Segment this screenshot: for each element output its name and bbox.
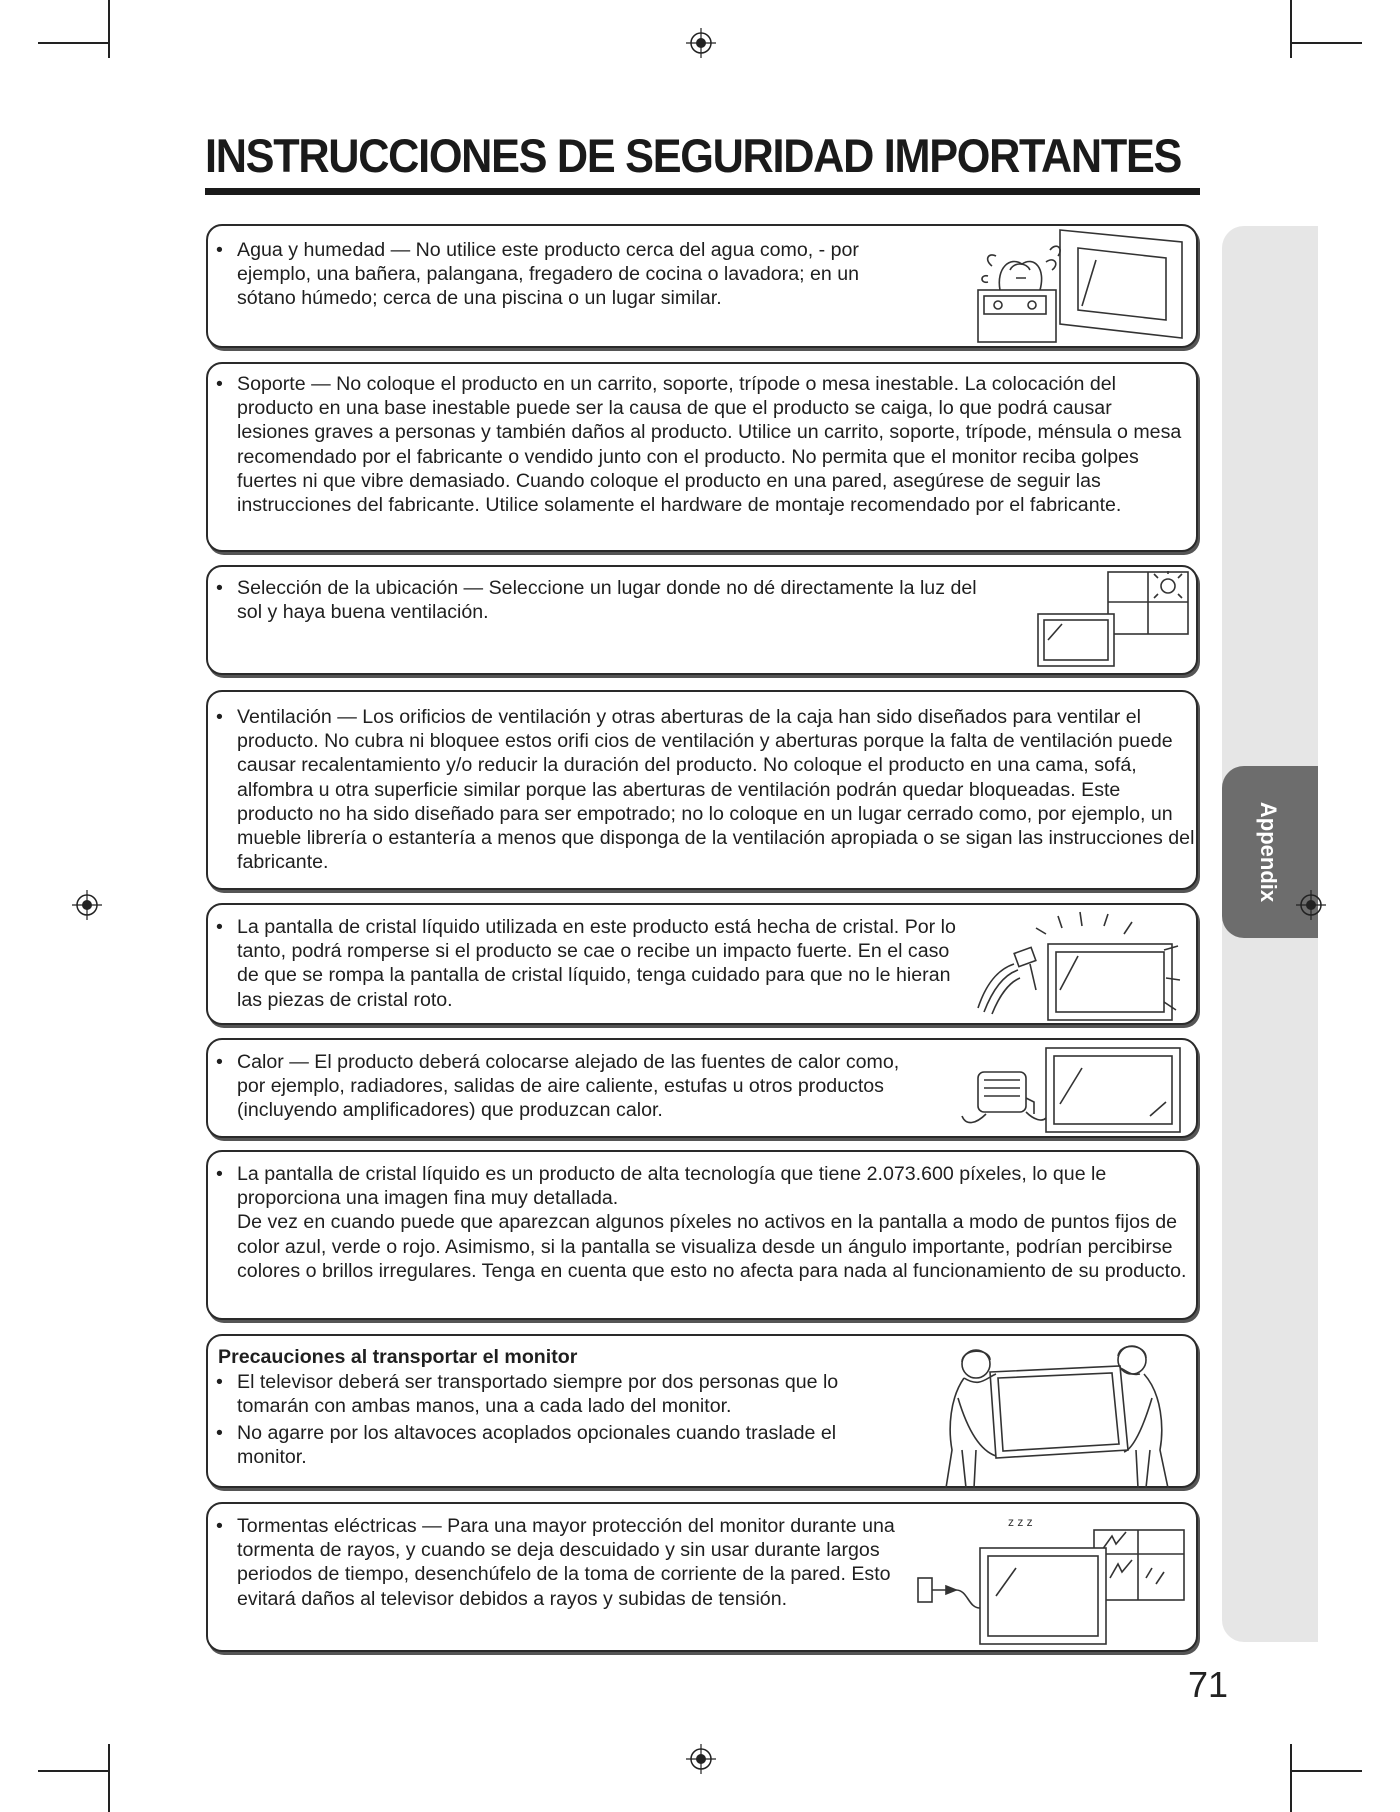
storm-unplug-illustration xyxy=(910,1508,1190,1648)
bullet-dot: • xyxy=(216,1515,223,1537)
crop-mark xyxy=(108,1744,110,1812)
crop-mark xyxy=(38,1770,110,1772)
crop-mark xyxy=(108,0,110,58)
bullet-ventilation xyxy=(216,705,1195,874)
heater-illustration xyxy=(956,1044,1190,1136)
bullet-dot: • xyxy=(216,1422,223,1444)
page-number: 71 xyxy=(1188,1664,1229,1705)
location-text: Selección de la ubicación — Seleccione un lugar donde no dé directamente la luz del sol y haya buena ventilación. xyxy=(237,577,977,624)
pixels-text-1: La pantalla de cristal líquido es un producto de alta tecnología que tiene 2.073.600 píxeles, lo que le proporciona una imagen fina muy detallada. xyxy=(237,1163,1107,1210)
bullet-dot: • xyxy=(216,577,223,599)
water-hazard-illustration xyxy=(970,228,1190,346)
bullet-pixels xyxy=(216,1162,1187,1283)
crop-mark xyxy=(1290,1770,1362,1772)
location-illustration xyxy=(1036,570,1190,670)
registration-mark-icon xyxy=(72,890,102,920)
two-people-carrying-illustration xyxy=(940,1338,1180,1488)
bullet-heat xyxy=(216,1050,917,1123)
bullet-dot: • xyxy=(216,1371,223,1393)
registration-mark-icon xyxy=(686,1744,716,1774)
bullet-dot: • xyxy=(216,706,223,728)
crop-mark xyxy=(38,42,110,44)
stand-text: Soporte — No coloque el producto en un carrito, soporte, trípode o mesa inestable. La colocación del producto en una base inestable puede ser la causa de que el producto se caiga, lo que podrá causar lesiones graves a personas y también daños al producto. Utilice un carrito, soporte, trípode, ménsula o mesa recomendado por el fabricante o vendido junto con el producto. No permita que el monitor reciba golpes fuertes ni que vibre demasiado. Cuando coloque el producto en una pared, asegúrese de seguir las instrucciones del fabricante. Utilice solamente el hardware de montaje recomendado por el fabricante. xyxy=(237,373,1182,517)
page-title: INSTRUCCIONES DE SEGURIDAD IMPORTANTES xyxy=(205,129,1182,182)
registration-mark-icon xyxy=(1296,890,1326,920)
bullet-dot: • xyxy=(216,239,223,261)
storms-text: Tormentas eléctricas — Para una mayor protección del monitor durante una tormenta de rayos, y cuando se deja descuidado y sin usar durante largos periodos de tiempo, desenchúfelo de la toma de corriente de la pared. Esto evitará daños al televisor debidos a rayos y subidas de tensión. xyxy=(237,1515,895,1610)
sleep-zzz-label: z z z xyxy=(1008,1515,1033,1529)
side-tab-label: Appendix xyxy=(1256,801,1281,903)
water-text: Agua y humedad — No utilice este producto cerca del agua como, - por ejemplo, una bañera, palangana, fregadero de cocina o lavadora; en un sótano húmedo; cerca de una piscina o un lugar similar. xyxy=(237,239,860,310)
bullet-storms xyxy=(216,1514,917,1611)
heat-text: Calor — El producto deberá colocarse alejado de las fuentes de calor como, por ejemplo, radiadores, salidas de aire caliente, estufas u otros productos (incluyendo amplificadores) que produzcan calor. xyxy=(237,1051,900,1122)
crop-mark xyxy=(1290,0,1292,58)
bullet-transport-1 xyxy=(216,1370,897,1418)
glass-text: La pantalla de cristal líquido utilizada en este producto está hecha de cristal. Por lo tanto, podrá romperse si el producto se cae o recibe un impacto fuerte. En el caso de que se rompa la pantalla de cristal líquido, tenga cuidado para que no le hieran las piezas de cristal roto. xyxy=(237,916,956,1011)
bullet-location xyxy=(216,576,1007,624)
bullet-glass xyxy=(216,915,957,1012)
title-rule xyxy=(205,188,1200,195)
crop-mark xyxy=(1290,1744,1292,1812)
bullet-dot: • xyxy=(216,1051,223,1073)
bullet-water xyxy=(216,238,907,311)
bullet-dot: • xyxy=(216,1163,223,1185)
pixels-text-2: De vez en cuando puede que aparezcan algunos píxeles no activos en la pantalla a modo de puntos fijos de color azul, verde o rojo. Asimismo, si la pantalla se visualiza desde un ángulo importante, podrían percibirse colores o brillos irregulares. Tenga en cuenta que esto no afecta para nada al funcionamiento de su producto. xyxy=(237,1211,1187,1282)
bullet-transport-2 xyxy=(216,1421,897,1469)
bullet-stand xyxy=(216,372,1187,517)
ventilation-text: Ventilación — Los orificios de ventilación y otras aberturas de la caja han sido diseñados para ventilar el producto. No cubra ni bloquee estos orifi cios de ventilación y aberturas porque la falta de ventilación puede causar recalentamiento y/o reducir la duración del producto. No coloque el producto en una cama, sofá, alfombra u otra superficie similar porque las aberturas de ventilación podrán quedar bloqueadas. Este producto no ha sido diseñado para ser empotrado; no lo coloque en un lugar cerrado como, por ejemplo, un mueble librería o estantería a menos que disponga de la ventilación apropiada o se sigan las instrucciones del fabricante. xyxy=(237,706,1195,874)
glass-impact-illustration xyxy=(968,908,1190,1022)
bullet-dot: • xyxy=(216,916,223,938)
transport-item-1: El televisor deberá ser transportado siempre por dos personas que lo tomarán con ambas manos, una a cada lado del monitor. xyxy=(237,1371,839,1418)
crop-mark xyxy=(1290,42,1362,44)
transport-item-2: No agarre por los altavoces acoplados opcionales cuando traslade el monitor. xyxy=(237,1422,837,1469)
registration-mark-icon xyxy=(686,28,716,58)
transport-heading: Precauciones al transportar el monitor xyxy=(218,1346,578,1368)
bullet-dot: • xyxy=(216,373,223,395)
